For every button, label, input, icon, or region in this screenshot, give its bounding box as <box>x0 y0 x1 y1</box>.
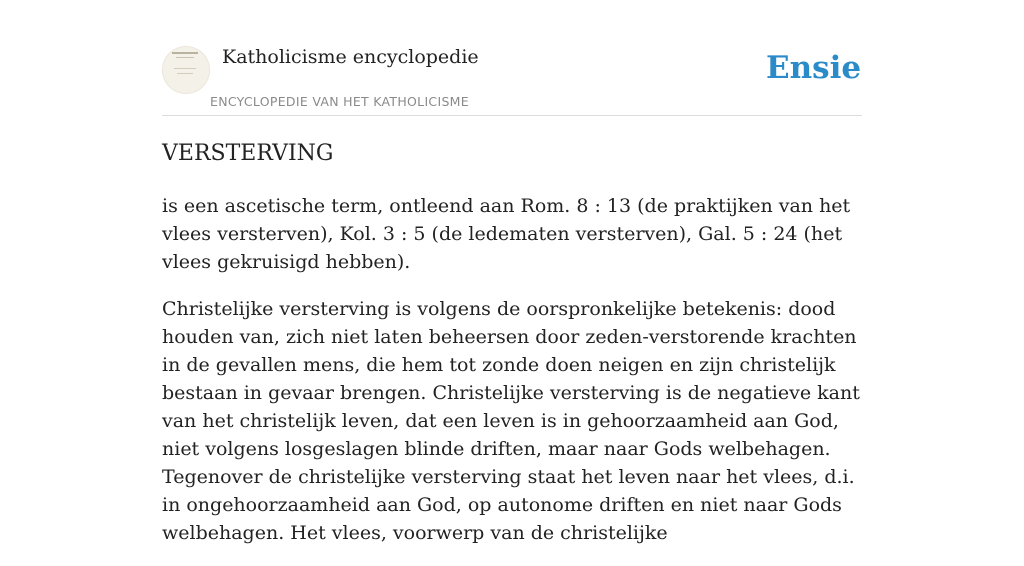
book-title-link[interactable]: Katholicisme encyclopedie <box>222 46 479 68</box>
article-body <box>162 192 862 566</box>
book-subtitle: ENCYCLOPEDIE VAN HET KATHOLICISME <box>210 94 469 109</box>
article-paragraph: Christelijke versterving is volgens de oorspronkelijke betekenis: dood houden van, zich niet laten beheersen door zeden-verstorende krachten in de gevallen mens, die hem tot zonde doen neigen en zijn christelijk bestaan in gevaar brengen. Christelijke versterving is de negatieve kant van het christelijk leven, dat een leven is in gehoorzaamheid aan God, niet volgens losgeslagen blinde driften, maar naar Gods welbehagen. Tegenover de christelijke versterving staat het leven naar het vlees, d.i. in ongehoorzaamheid aan God, op autonome driften en niet naar Gods welbehagen. Het vlees, voorwerp van de christelijke <box>162 298 860 544</box>
article-title: VERSTERVING <box>162 141 334 166</box>
book-cover-image[interactable] <box>162 46 210 94</box>
article-paragraph: is een ascetische term, ontleend aan Rom. 8 : 13 (de praktijken van het vlees versterven), Kol. 3 : 5 (de ledematen versterven), Gal. 5 : 24 (het vlees gekruisigd hebben). <box>162 195 851 273</box>
header-divider <box>162 115 862 116</box>
ensie-logo[interactable]: Ensie <box>766 50 862 86</box>
